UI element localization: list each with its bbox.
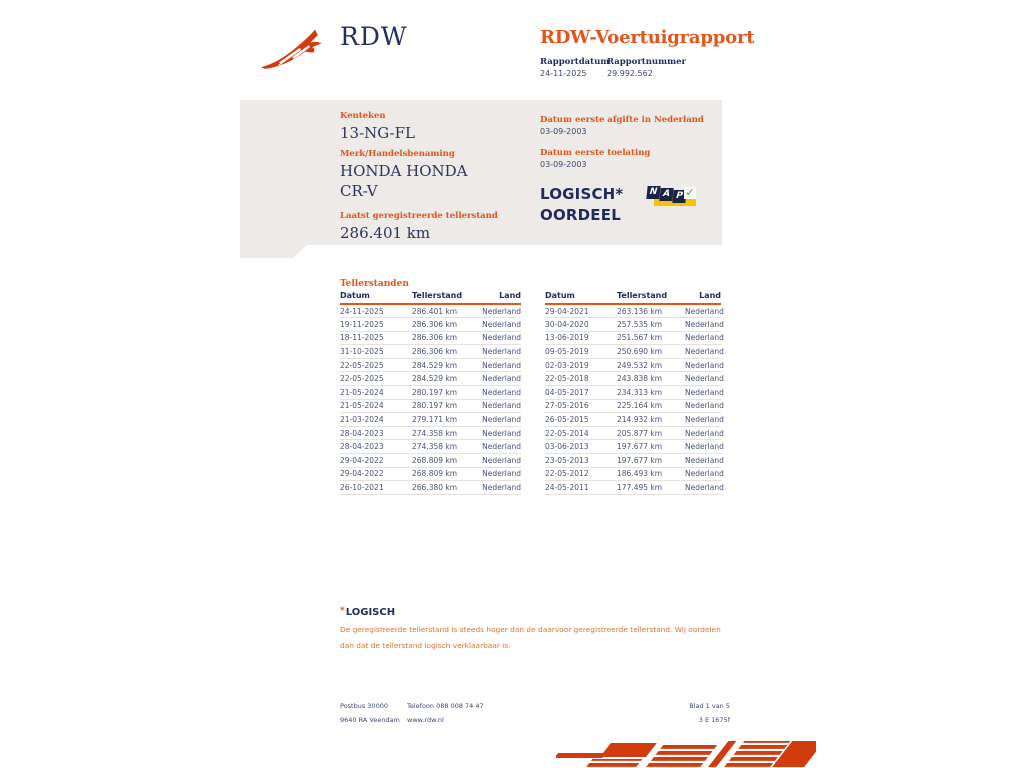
table-cell: Nederland	[685, 386, 721, 400]
table-cell: 22-05-2025	[340, 358, 412, 372]
table-cell: 280.197 km	[412, 386, 480, 400]
table-cell: 263.136 km	[617, 304, 685, 318]
table-row	[545, 413, 721, 427]
report-date-value: 24-11-2025	[540, 69, 587, 78]
rdw-logo-text: RDW	[340, 22, 408, 51]
table-row	[545, 372, 721, 386]
footer-page-number: Blad 1 van 5	[689, 702, 730, 710]
table-cell: Nederland	[685, 304, 721, 318]
rdw-logo-icon	[257, 26, 331, 70]
table-cell: 286.401 km	[412, 304, 480, 318]
table-cell: Nederland	[480, 318, 521, 332]
nap-letter-a: A	[659, 188, 673, 201]
table-cell: 29-04-2022	[340, 454, 412, 468]
table-cell: Nederland	[480, 372, 521, 386]
footer-website: www.rdw.nl	[407, 716, 444, 724]
table-row	[545, 399, 721, 413]
nap-letter-n: N	[646, 186, 660, 199]
table-cell: 28-04-2023	[340, 440, 412, 454]
table-row	[340, 454, 521, 468]
table-cell: Nederland	[480, 440, 521, 454]
footer-doc-code: 3 E 1675f	[698, 716, 730, 724]
oordeel-line2: OORDEEL	[540, 206, 621, 224]
table-cell: Nederland	[685, 426, 721, 440]
table-cell: 03-06-2013	[545, 440, 617, 454]
col-header-land: Land	[685, 291, 721, 304]
oordeel-line1: LOGISCH*	[540, 185, 624, 203]
col-header-datum: Datum	[545, 291, 617, 304]
table-cell: 243.838 km	[617, 372, 685, 386]
table-row	[340, 304, 521, 318]
table-cell: Nederland	[480, 467, 521, 481]
table-cell: 266.380 km	[412, 481, 480, 495]
table-cell: Nederland	[685, 413, 721, 427]
table-row	[340, 358, 521, 372]
afgifte-value: 03-09-2003	[540, 127, 587, 136]
table-cell: 24-11-2025	[340, 304, 412, 318]
nap-letter-p: P	[672, 190, 686, 203]
table-cell: 249.532 km	[617, 358, 685, 372]
footer-postbus: Postbus 30000	[340, 702, 388, 710]
tellerstand-value: 286.401 km	[340, 224, 431, 242]
table-cell: 27-05-2016	[545, 399, 617, 413]
table-cell: 30-04-2020	[545, 318, 617, 332]
table-cell: 251.567 km	[617, 331, 685, 345]
table-row	[545, 440, 721, 454]
table-row	[340, 467, 521, 481]
table-cell: 22-05-2018	[545, 372, 617, 386]
table-cell: Nederland	[685, 345, 721, 359]
table-cell: 284.529 km	[412, 358, 480, 372]
table-cell: Nederland	[480, 345, 521, 359]
nap-logo-icon	[647, 184, 697, 210]
table-cell: 21-05-2024	[340, 399, 412, 413]
asterisk: *	[340, 606, 345, 616]
table-row	[340, 386, 521, 400]
table-cell: 29-04-2021	[545, 304, 617, 318]
table-cell: 19-11-2025	[340, 318, 412, 332]
table-cell: 22-05-2025	[340, 372, 412, 386]
table-cell: Nederland	[480, 454, 521, 468]
table-cell: 286.306 km	[412, 318, 480, 332]
table-cell: 04-05-2017	[545, 386, 617, 400]
table-cell: 280.197 km	[412, 399, 480, 413]
table-cell: 197.677 km	[617, 454, 685, 468]
table-cell: 250.690 km	[617, 345, 685, 359]
afgifte-label: Datum eerste afgifte in Nederland	[540, 115, 704, 125]
table-row	[340, 399, 521, 413]
kenteken-value: 13-NG-FL	[340, 124, 415, 142]
footer-city: 9640 RA Veendam	[340, 716, 400, 724]
table-cell: 279.171 km	[412, 413, 480, 427]
table-cell: 197.677 km	[617, 440, 685, 454]
col-header-datum: Datum	[340, 291, 412, 304]
table-cell: 18-11-2025	[340, 331, 412, 345]
table-cell: 286.306 km	[412, 331, 480, 345]
table-cell: Nederland	[480, 413, 521, 427]
toelating-label: Datum eerste toelating	[540, 148, 651, 158]
tellerstand-label: Laatst geregistreerde tellerstand	[340, 211, 498, 221]
table-cell: 186.493 km	[617, 467, 685, 481]
table-cell: Nederland	[480, 386, 521, 400]
table-cell: 13-06-2019	[545, 331, 617, 345]
table-row	[545, 345, 721, 359]
table-row	[545, 318, 721, 332]
table-row	[545, 467, 721, 481]
table-cell: Nederland	[480, 426, 521, 440]
table-cell: Nederland	[685, 481, 721, 495]
table-cell: Nederland	[480, 304, 521, 318]
table-row	[340, 331, 521, 345]
table-cell: 257.535 km	[617, 318, 685, 332]
table-cell: 22-05-2014	[545, 426, 617, 440]
table-cell: 286.306 km	[412, 345, 480, 359]
table-cell: Nederland	[685, 467, 721, 481]
table-cell: Nederland	[480, 331, 521, 345]
oordeel-text	[540, 184, 623, 226]
table-header-row	[340, 291, 521, 304]
table-cell: 24-05-2011	[545, 481, 617, 495]
decorative-stripe-pattern	[556, 739, 816, 768]
table-cell: Nederland	[685, 440, 721, 454]
table-cell: 268.809 km	[412, 454, 480, 468]
table-cell: Nederland	[685, 318, 721, 332]
report-number-value: 29.992.562	[607, 69, 653, 78]
table-cell: 284.529 km	[412, 372, 480, 386]
table-cell: Nederland	[480, 358, 521, 372]
table-cell: 31-10-2025	[340, 345, 412, 359]
table-cell: 02-03-2019	[545, 358, 617, 372]
table-cell: 234.313 km	[617, 386, 685, 400]
table-header-row	[545, 291, 721, 304]
table-row	[340, 440, 521, 454]
odometer-table-right	[545, 291, 724, 495]
table-cell: 26-05-2015	[545, 413, 617, 427]
table-cell: Nederland	[685, 358, 721, 372]
table-cell: 274.358 km	[412, 426, 480, 440]
merk-value: HONDA HONDA CR-V	[340, 162, 468, 201]
table-cell: Nederland	[685, 372, 721, 386]
table-cell: 09-05-2019	[545, 345, 617, 359]
table-cell: 177.495 km	[617, 481, 685, 495]
table-row	[340, 481, 521, 495]
table-cell: Nederland	[685, 454, 721, 468]
table-row	[545, 386, 721, 400]
col-header-land: Land	[480, 291, 521, 304]
kenteken-label: Kenteken	[340, 111, 386, 121]
toelating-value: 03-09-2003	[540, 160, 587, 169]
table-cell: 26-10-2021	[340, 481, 412, 495]
logisch-note-heading	[340, 606, 395, 618]
table-cell: 225.164 km	[617, 399, 685, 413]
table-row	[545, 426, 721, 440]
table-cell: 29-04-2022	[340, 467, 412, 481]
odometer-table-left	[340, 291, 521, 495]
footer-phone: Telefoon 088 008 74 47	[407, 702, 484, 710]
col-header-tellerstand: Tellerstand	[617, 291, 685, 304]
report-title: RDW-Voertuigrapport	[540, 27, 755, 48]
table-cell: 21-03-2024	[340, 413, 412, 427]
table-cell: 28-04-2023	[340, 426, 412, 440]
table-cell: 214.932 km	[617, 413, 685, 427]
nap-check-icon: ✓	[685, 186, 695, 199]
table-row	[340, 426, 521, 440]
table-row	[340, 413, 521, 427]
table-row	[340, 345, 521, 359]
table-row	[545, 454, 721, 468]
table-row	[545, 304, 721, 318]
table-cell: 22-05-2012	[545, 467, 617, 481]
table-row	[545, 481, 721, 495]
table-cell: 205.877 km	[617, 426, 685, 440]
col-header-tellerstand: Tellerstand	[412, 291, 480, 304]
summary-box-tab	[240, 245, 307, 258]
table-cell: Nederland	[480, 481, 521, 495]
table-cell: 23-05-2013	[545, 454, 617, 468]
table-row	[340, 318, 521, 332]
logisch-note-title: LOGISCH	[345, 607, 396, 618]
table-cell: Nederland	[685, 331, 721, 345]
table-row	[340, 372, 521, 386]
merk-label: Merk/Handelsbenaming	[340, 149, 455, 159]
table-cell: 274.358 km	[412, 440, 480, 454]
table-cell: 268.809 km	[412, 467, 480, 481]
table-row	[545, 331, 721, 345]
table-row	[545, 358, 721, 372]
report-number-label: Rapportnummer	[607, 57, 686, 67]
logisch-note-body: De geregistreerde tellerstand is steeds hoger dan de daarvoor geregistreerde tellerstand. Wij oordelen dan dat de tellerstand logisch verklaarbaar is.	[340, 625, 721, 650]
table-cell: 21-05-2024	[340, 386, 412, 400]
report-date-label: Rapportdatum	[540, 57, 610, 67]
tellerstanden-section-title: Tellerstanden	[340, 279, 409, 289]
table-cell: Nederland	[685, 399, 721, 413]
table-cell: Nederland	[480, 399, 521, 413]
